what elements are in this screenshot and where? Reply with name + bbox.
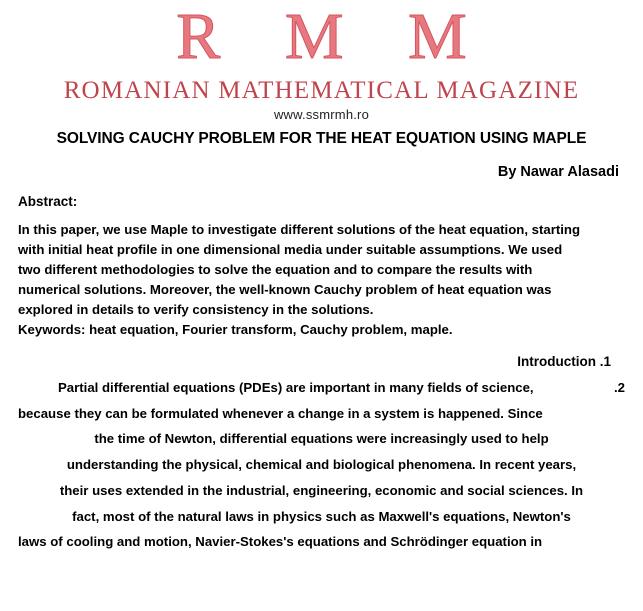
abstract-text xyxy=(18,220,625,320)
rmm-logo: R M M xyxy=(176,0,491,73)
journal-website: www.ssmrmh.ro xyxy=(273,106,370,122)
section-number: .1 xyxy=(599,353,611,369)
abstract-line: explored in details to verify consistency in the solutions. xyxy=(18,302,374,318)
masthead xyxy=(18,0,625,122)
keywords-line: Keywords: heat equation, Fourier transform, Cauchy problem, maple. xyxy=(18,322,453,338)
paragraph-line: fact, most of the natural laws in physics such as Maxwell's equations, Newton's xyxy=(72,508,571,524)
abstract-line: two different methodologies to solve the equation and to compare the results with xyxy=(18,261,533,277)
paragraph-line: because they can be formulated whenever a change in a system is happened. Since xyxy=(18,405,543,421)
paragraph-line: laws of cooling and motion, Navier-Stokes's equations and Schrödinger equation in xyxy=(18,534,543,550)
abstract-label: Abstract: xyxy=(18,193,78,209)
paragraph-number: .2 xyxy=(614,379,625,395)
page-title: SOLVING CAUCHY PROBLEM FOR THE HEAT EQUATION USING MAPLE xyxy=(56,129,587,147)
abstract-line: In this paper, we use Maple to investigate different solutions of the heat equation, starting xyxy=(18,221,581,237)
author-byline: By Nawar Alasadi xyxy=(497,163,619,180)
paragraph-line: the time of Newton, differential equations were increasingly used to help xyxy=(94,431,549,447)
body-paragraph xyxy=(18,375,625,555)
section-heading xyxy=(18,354,625,369)
paragraph-text: Partial differential equations (PDEs) are important in many fields of science, xyxy=(58,379,534,395)
abstract-line: numerical solutions. Moreover, the well-known Cauchy problem of heat equation was xyxy=(18,281,552,297)
paragraph-first-line xyxy=(18,375,625,401)
journal-name: ROMANIAN MATHEMATICAL MAGAZINE xyxy=(63,77,580,105)
abstract-line: with initial heat profile in one dimensional media under suitable assumptions. We used xyxy=(18,241,563,257)
section-title: Introduction xyxy=(517,353,596,369)
paragraph-line: understanding the physical, chemical and biological phenomena. In recent years, xyxy=(66,457,577,473)
paragraph-line: their uses extended in the industrial, engineering, economic and social sciences. In xyxy=(59,482,584,498)
